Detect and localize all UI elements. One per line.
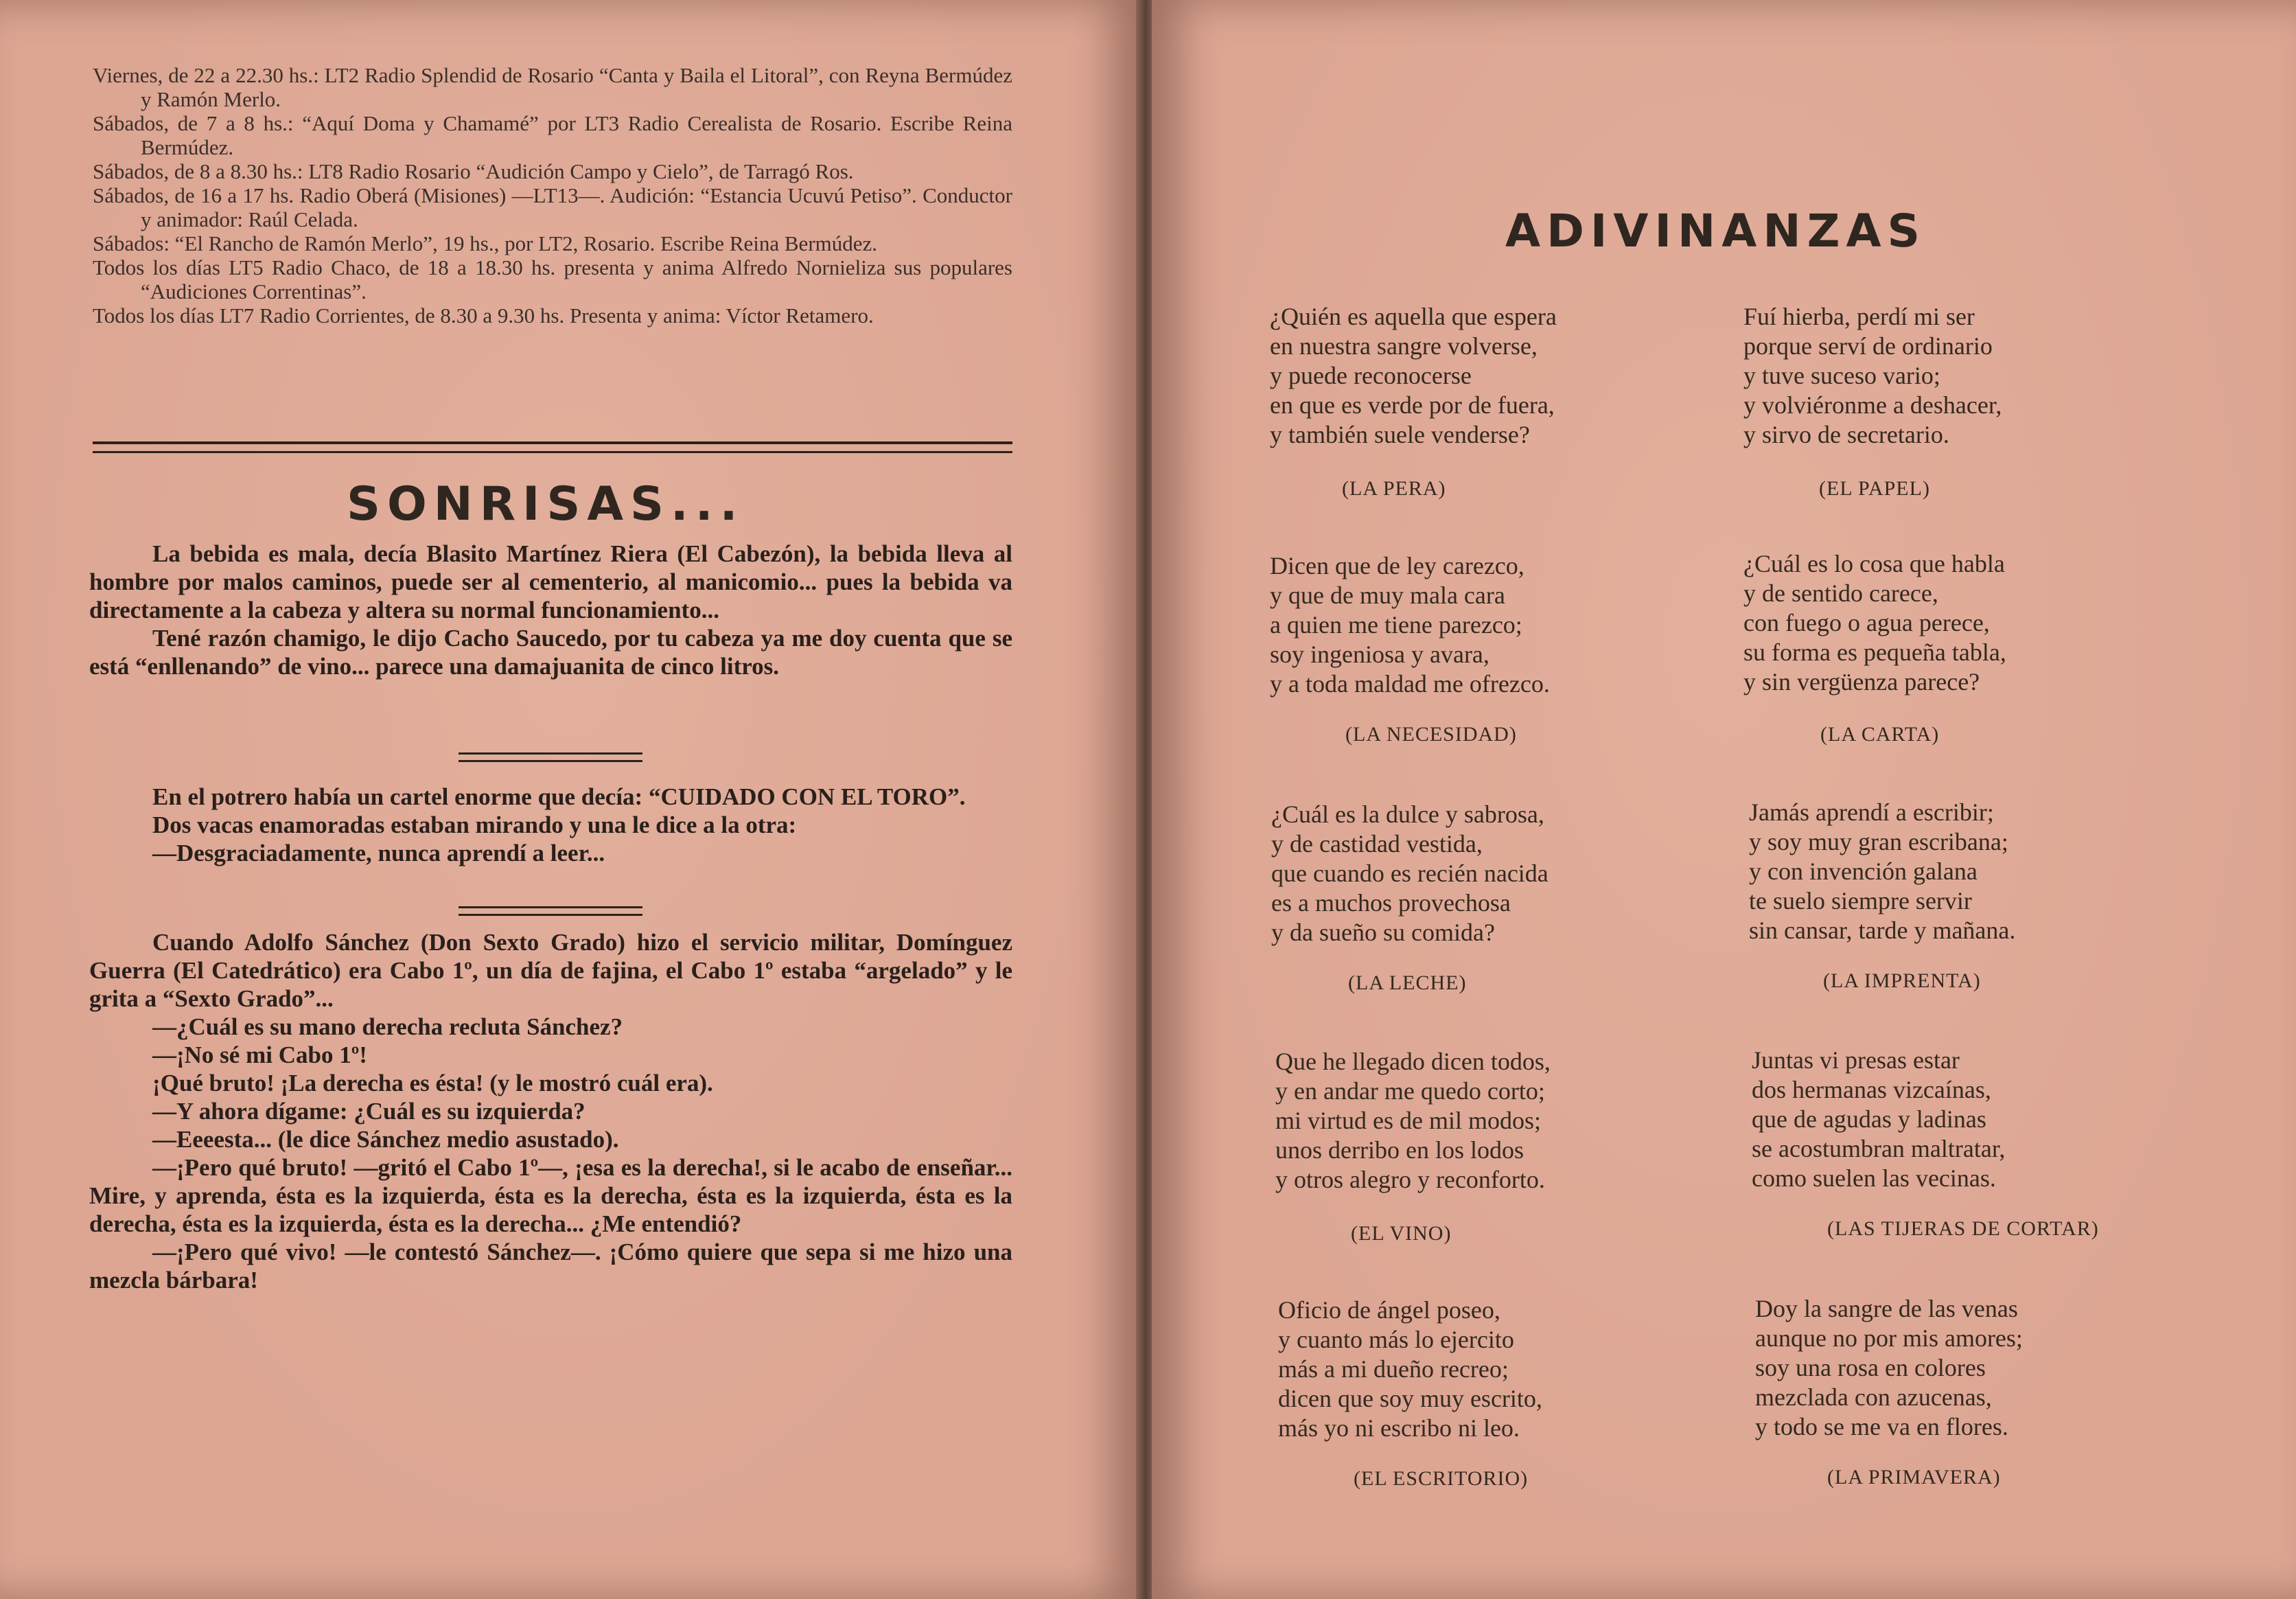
riddle-line: sin cansar, tarde y mañana.	[1749, 917, 2016, 944]
riddle-line: y que de muy mala cara	[1270, 582, 1505, 609]
riddle-line: más yo ni escribo ni leo.	[1278, 1414, 1520, 1442]
radio-listing: Sábados, de 8 a 8.30 hs.: LT8 Radio Rosario “Audición Campo y Cielo”, de Tarragó Ros.	[93, 159, 854, 183]
riddle-answer: (LAS TIJERAS DE CORTAR)	[1827, 1217, 2099, 1240]
section-divider	[93, 441, 1012, 453]
joke-paragraph: —¡Pero qué bruto! —gritó el Cabo 1º—, ¡esa es la derecha!, si le acabo de enseñar... Mire, y aprenda, ésta es la izquierda, ésta es la derecha, ésta es la izquierda, ésta es la derecha, ésta es la izquierda, ésta es la derecha... ¿Me entendió?	[89, 1154, 1012, 1237]
riddle-line: y volviéronme a deshacer,	[1743, 391, 2002, 419]
riddle-line: con fuego o agua perece,	[1743, 609, 1990, 636]
joke-divider	[459, 752, 642, 762]
riddle-line: y a toda maldad me ofrezco.	[1270, 670, 1550, 698]
riddle	[1752, 1046, 2099, 1240]
joke-divider	[459, 906, 642, 916]
riddle-line: y también suele venderse?	[1270, 421, 1530, 448]
riddle-line: y sirvo de secretario.	[1743, 421, 1949, 448]
riddle-line: que de agudas y ladinas	[1752, 1105, 1986, 1133]
joke-paragraph: ¡Qué bruto! ¡La derecha es ésta! (y le mostró cuál era).	[152, 1070, 713, 1096]
riddle-line: y sin vergüenza parece?	[1743, 668, 1980, 695]
riddle-answer: (LA CARTA)	[1820, 723, 1940, 746]
riddle-line: Fuí hierba, perdí mi ser	[1743, 303, 1975, 330]
riddle-line: mezclada con azucenas,	[1755, 1383, 1992, 1411]
joke-paragraph: Tené razón chamigo, le dijo Cacho Saucedo, por tu cabeza ya me doy cuenta que se está “enllenando” de vino... parece una damajuanita de cinco litros.	[89, 625, 1012, 680]
radio-listing: Viernes, de 22 a 22.30 hs.: LT2 Radio Splendid de Rosario “Canta y Baila el Litoral”, con Reyna Bermúdez y Ramón Merlo.	[93, 63, 1012, 111]
joke-paragraph: —¡Pero qué vivo! —le contestó Sánchez—. ¡Cómo quiere que sepa si me hizo una mezcla bárbara!	[89, 1239, 1012, 1293]
joke-paragraph: —¿Cuál es su mano derecha recluta Sánchez?	[152, 1013, 623, 1040]
riddle-line: es a muchos provechosa	[1271, 889, 1511, 917]
riddle-line: ¿Cuál es la dulce y sabrosa,	[1271, 801, 1544, 828]
riddle	[1755, 1294, 2023, 1488]
riddle-line: soy ingeniosa y avara,	[1270, 641, 1489, 668]
riddle-line: como suelen las vecinas.	[1752, 1164, 1996, 1192]
riddle-line: su forma es pequeña tabla,	[1743, 639, 2006, 666]
riddle-line: Jamás aprendí a escribir;	[1749, 798, 1994, 826]
riddle-line: soy una rosa en colores	[1755, 1354, 1986, 1381]
riddle-line: en que es verde por de fuera,	[1270, 391, 1555, 419]
joke-paragraph: —Eeeesta... (le dice Sánchez medio asustado).	[152, 1126, 619, 1153]
riddle-line: Dicen que de ley carezco,	[1270, 552, 1524, 579]
riddle-line: y de castidad vestida,	[1271, 830, 1483, 858]
riddle-line: y otros alegro y reconforto.	[1275, 1166, 1545, 1193]
riddle-line: unos derribo en los lodos	[1275, 1136, 1524, 1164]
riddle-line: y en andar me quedo corto;	[1275, 1077, 1545, 1105]
radio-listing: Sábados, de 7 a 8 hs.: “Aquí Doma y Chamamé” por LT3 Radio Cerealista de Rosario. Escribe Reina Bermúdez.	[93, 111, 1012, 159]
riddle-line: te suelo siempre servir	[1749, 887, 1972, 914]
riddle-line: porque serví de ordinario	[1743, 332, 1993, 360]
riddle-line: y puede reconocerse	[1270, 362, 1472, 389]
riddle-line: y con invención galana	[1749, 858, 1978, 885]
riddle-answer: (LA PERA)	[1342, 477, 1446, 500]
radio-listing: Sábados, de 16 a 17 hs. Radio Oberá (Misiones) —LT13—. Audición: “Estancia Ucuvú Petiso”. Conductor y animador: Raúl Celada.	[93, 183, 1012, 231]
riddle-answer: (LA NECESIDAD)	[1345, 723, 1517, 746]
riddle-line: Que he llegado dicen todos,	[1275, 1048, 1551, 1075]
riddle-line: y da sueño su comida?	[1271, 919, 1495, 946]
radio-listings	[93, 63, 1012, 327]
riddle-line: dicen que soy muy escrito,	[1278, 1385, 1542, 1412]
riddle-line: dos hermanas vizcaínas,	[1752, 1076, 1991, 1103]
joke-paragraph: —Desgraciadamente, nunca aprendí a leer...	[152, 840, 605, 866]
riddle	[1275, 1047, 1551, 1245]
joke-paragraph: —Y ahora dígame: ¿Cuál es su izquierda?	[152, 1098, 585, 1125]
riddle-line: en nuestra sangre volverse,	[1270, 332, 1538, 360]
joke-2	[89, 783, 1012, 867]
radio-listing: Todos los días LT5 Radio Chaco, de 18 a 18.30 hs. presenta y anima Alfredo Nornieliza sus populares “Audiciones Correntinas”.	[93, 255, 1012, 303]
radio-listing: Todos los días LT7 Radio Corrientes, de 8.30 a 9.30 hs. Presenta y anima: Víctor Retamero.	[93, 303, 874, 327]
riddle-line: a quien me tiene parezco;	[1270, 611, 1522, 639]
riddle	[1278, 1296, 1542, 1490]
riddle-line: se acostumbran maltratar,	[1752, 1135, 2006, 1162]
riddle	[1743, 549, 2006, 746]
riddle-line: Doy la sangre de las venas	[1755, 1295, 2018, 1322]
riddle-line: Oficio de ángel poseo,	[1278, 1296, 1500, 1324]
riddle	[1270, 302, 1557, 500]
riddle-line: y de sentido carece,	[1743, 579, 1938, 607]
joke-paragraph: Cuando Adolfo Sánchez (Don Sexto Grado) hizo el servicio militar, Domínguez Guerra (El Catedrático) era Cabo 1º, un día de fajina, el Cabo 1º estaba “argelado” y le grita a “Sexto Grado”...	[89, 929, 1012, 1012]
riddle-answer: (LA LECHE)	[1348, 971, 1467, 994]
joke-paragraph: En el potrero había un cartel enorme que decía: “CUIDADO CON EL TORO”.	[152, 783, 966, 810]
joke-paragraph: —¡No sé mi Cabo 1º!	[152, 1042, 367, 1068]
riddle-line: y todo se me va en flores.	[1755, 1413, 2008, 1440]
joke-3	[89, 928, 1012, 1294]
riddle-answer: (LA PRIMAVERA)	[1827, 1466, 2001, 1488]
riddle	[1749, 798, 2016, 992]
riddle-line: mi virtud es de mil modos;	[1275, 1107, 1541, 1134]
riddle-answer: (EL PAPEL)	[1819, 477, 1930, 500]
riddle	[1270, 551, 1550, 746]
riddle-line: ¿Quién es aquella que espera	[1270, 303, 1557, 330]
riddle-line: y cuanto más lo ejercito	[1278, 1326, 1514, 1353]
sonrisas-heading: SONRISAS...	[347, 477, 745, 531]
riddle-line: y tuve suceso vario;	[1743, 362, 1940, 389]
riddle	[1743, 302, 2002, 500]
radio-listing: Sábados: “El Rancho de Ramón Merlo”, 19 hs., por LT2, Rosario. Escribe Reina Bermúdez.	[93, 231, 878, 255]
riddle-line: y soy muy gran escribana;	[1749, 828, 2008, 855]
riddle-answer: (EL VINO)	[1351, 1222, 1452, 1245]
riddle-answer: (LA IMPRENTA)	[1823, 969, 1981, 992]
riddle	[1271, 800, 1549, 994]
riddle-line: ¿Cuál es lo cosa que habla	[1743, 550, 2005, 577]
riddle-line: Juntas vi presas estar	[1752, 1046, 1960, 1074]
adivinanzas-heading: ADIVINANZAS	[1505, 205, 1927, 257]
left-page	[0, 0, 1139, 1599]
riddle-line: que cuando es recién nacida	[1271, 860, 1549, 887]
joke-paragraph: Dos vacas enamoradas estaban mirando y una le dice a la otra:	[152, 812, 797, 838]
joke-paragraph: La bebida es mala, decía Blasito Martínez Riera (El Cabezón), la bebida lleva al hombre por malos caminos, puede ser al cementerio, al manicomio... pues la bebida va directamente a la cabeza y altera su normal funcionamiento...	[89, 540, 1012, 623]
riddle-answer: (EL ESCRITORIO)	[1354, 1467, 1529, 1490]
riddle-line: aunque no por mis amores;	[1755, 1324, 2023, 1352]
joke-1	[89, 540, 1012, 680]
riddle-line: más a mi dueño recreo;	[1278, 1355, 1509, 1383]
